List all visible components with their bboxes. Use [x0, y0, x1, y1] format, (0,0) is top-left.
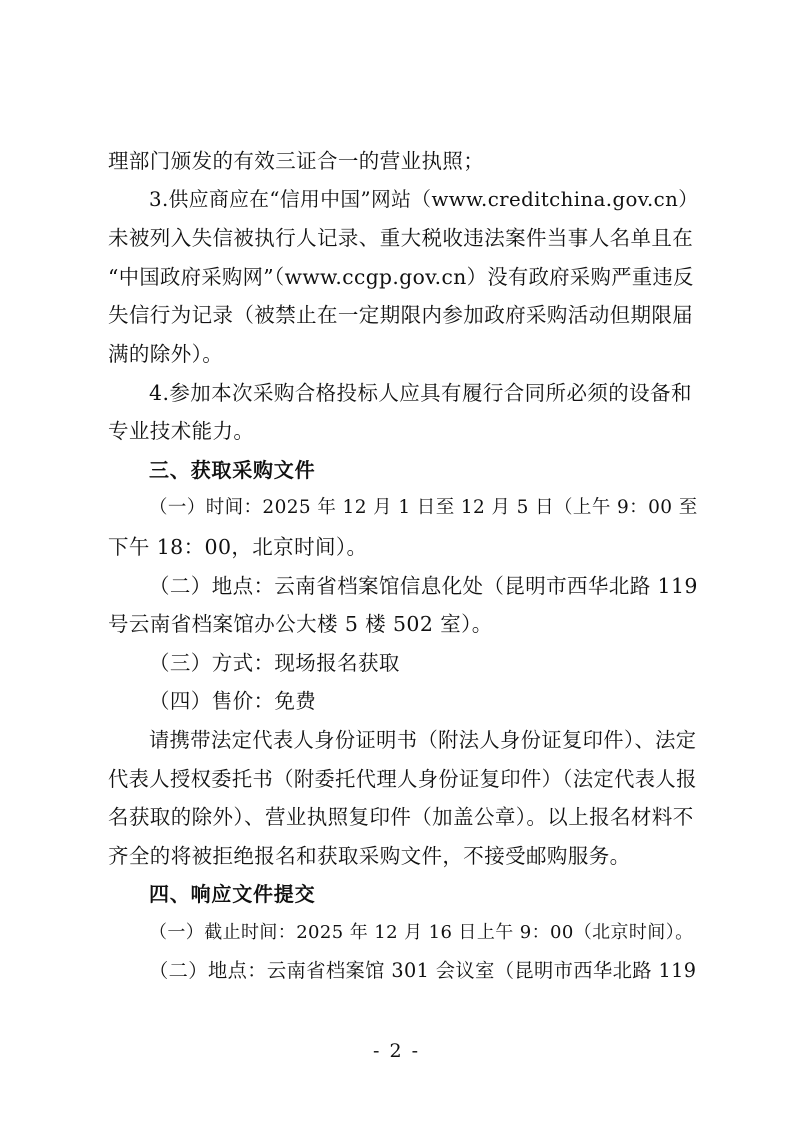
- text-line: （三）方式：现场报名获取: [149, 650, 400, 675]
- text-line: 3.供应商应在“信用中国”网站（www.creditchina.gov.cn）: [149, 187, 699, 211]
- text-line: 未被列入失信被执行人记录、重大税收违法案件当事人名单且在: [108, 226, 694, 251]
- text-line: “中国政府采购网”（www.ccgp.gov.cn）没有政府采购严重违反: [108, 264, 694, 289]
- text-line: 下午 18：00，北京时间）。: [108, 534, 368, 559]
- text-line: （二）地点：云南省档案馆 301 会议室（昆明市西华北路 119: [149, 959, 697, 983]
- text-line: 满的除外）。: [108, 341, 224, 366]
- text-line: （一）截止时间：2025 年 12 月 16 日上午 9：00（北京时间）。: [149, 921, 694, 943]
- text-line: 请携带法定代表人身份证明书（附法人身份证复印件）、法定: [149, 727, 697, 752]
- page-number: - 2 -: [372, 1040, 420, 1062]
- text-line: （二）地点：云南省档案馆信息化处（昆明市西华北路 119: [149, 573, 698, 598]
- text-line: 专业技术能力。: [108, 419, 255, 444]
- text-line: 代表人授权委托书（附委托代理人身份证复印件）（法定代表人报: [108, 766, 697, 791]
- text-line: 失信行为记录（被禁止在一定期限内参加政府采购活动但期限届: [108, 303, 694, 328]
- section-heading: 四、响应文件提交: [149, 882, 316, 907]
- text-line: （一）时间：2025 年 12 月 1 日至 12 月 5 日（上午 9：00 至: [149, 497, 698, 519]
- text-line: 号云南省档案馆办公大楼 5 楼 502 室）。: [108, 612, 493, 637]
- section-heading: 三、获取采购文件: [149, 457, 316, 482]
- text-line: 理部门颁发的有效三证合一的营业执照；: [108, 149, 485, 173]
- text-line: （四）售价：免费: [149, 689, 317, 714]
- text-line: 齐全的将被拒绝报名和获取采购文件，不接受邮购服务。: [108, 843, 631, 868]
- text-line: 名获取的除外）、营业执照复印件（加盖公章）。以上报名材料不: [108, 805, 694, 830]
- text-line: 4.参加本次采购合格投标人应具有履行合同所必须的设备和: [149, 380, 692, 405]
- document-body: [108, 142, 698, 991]
